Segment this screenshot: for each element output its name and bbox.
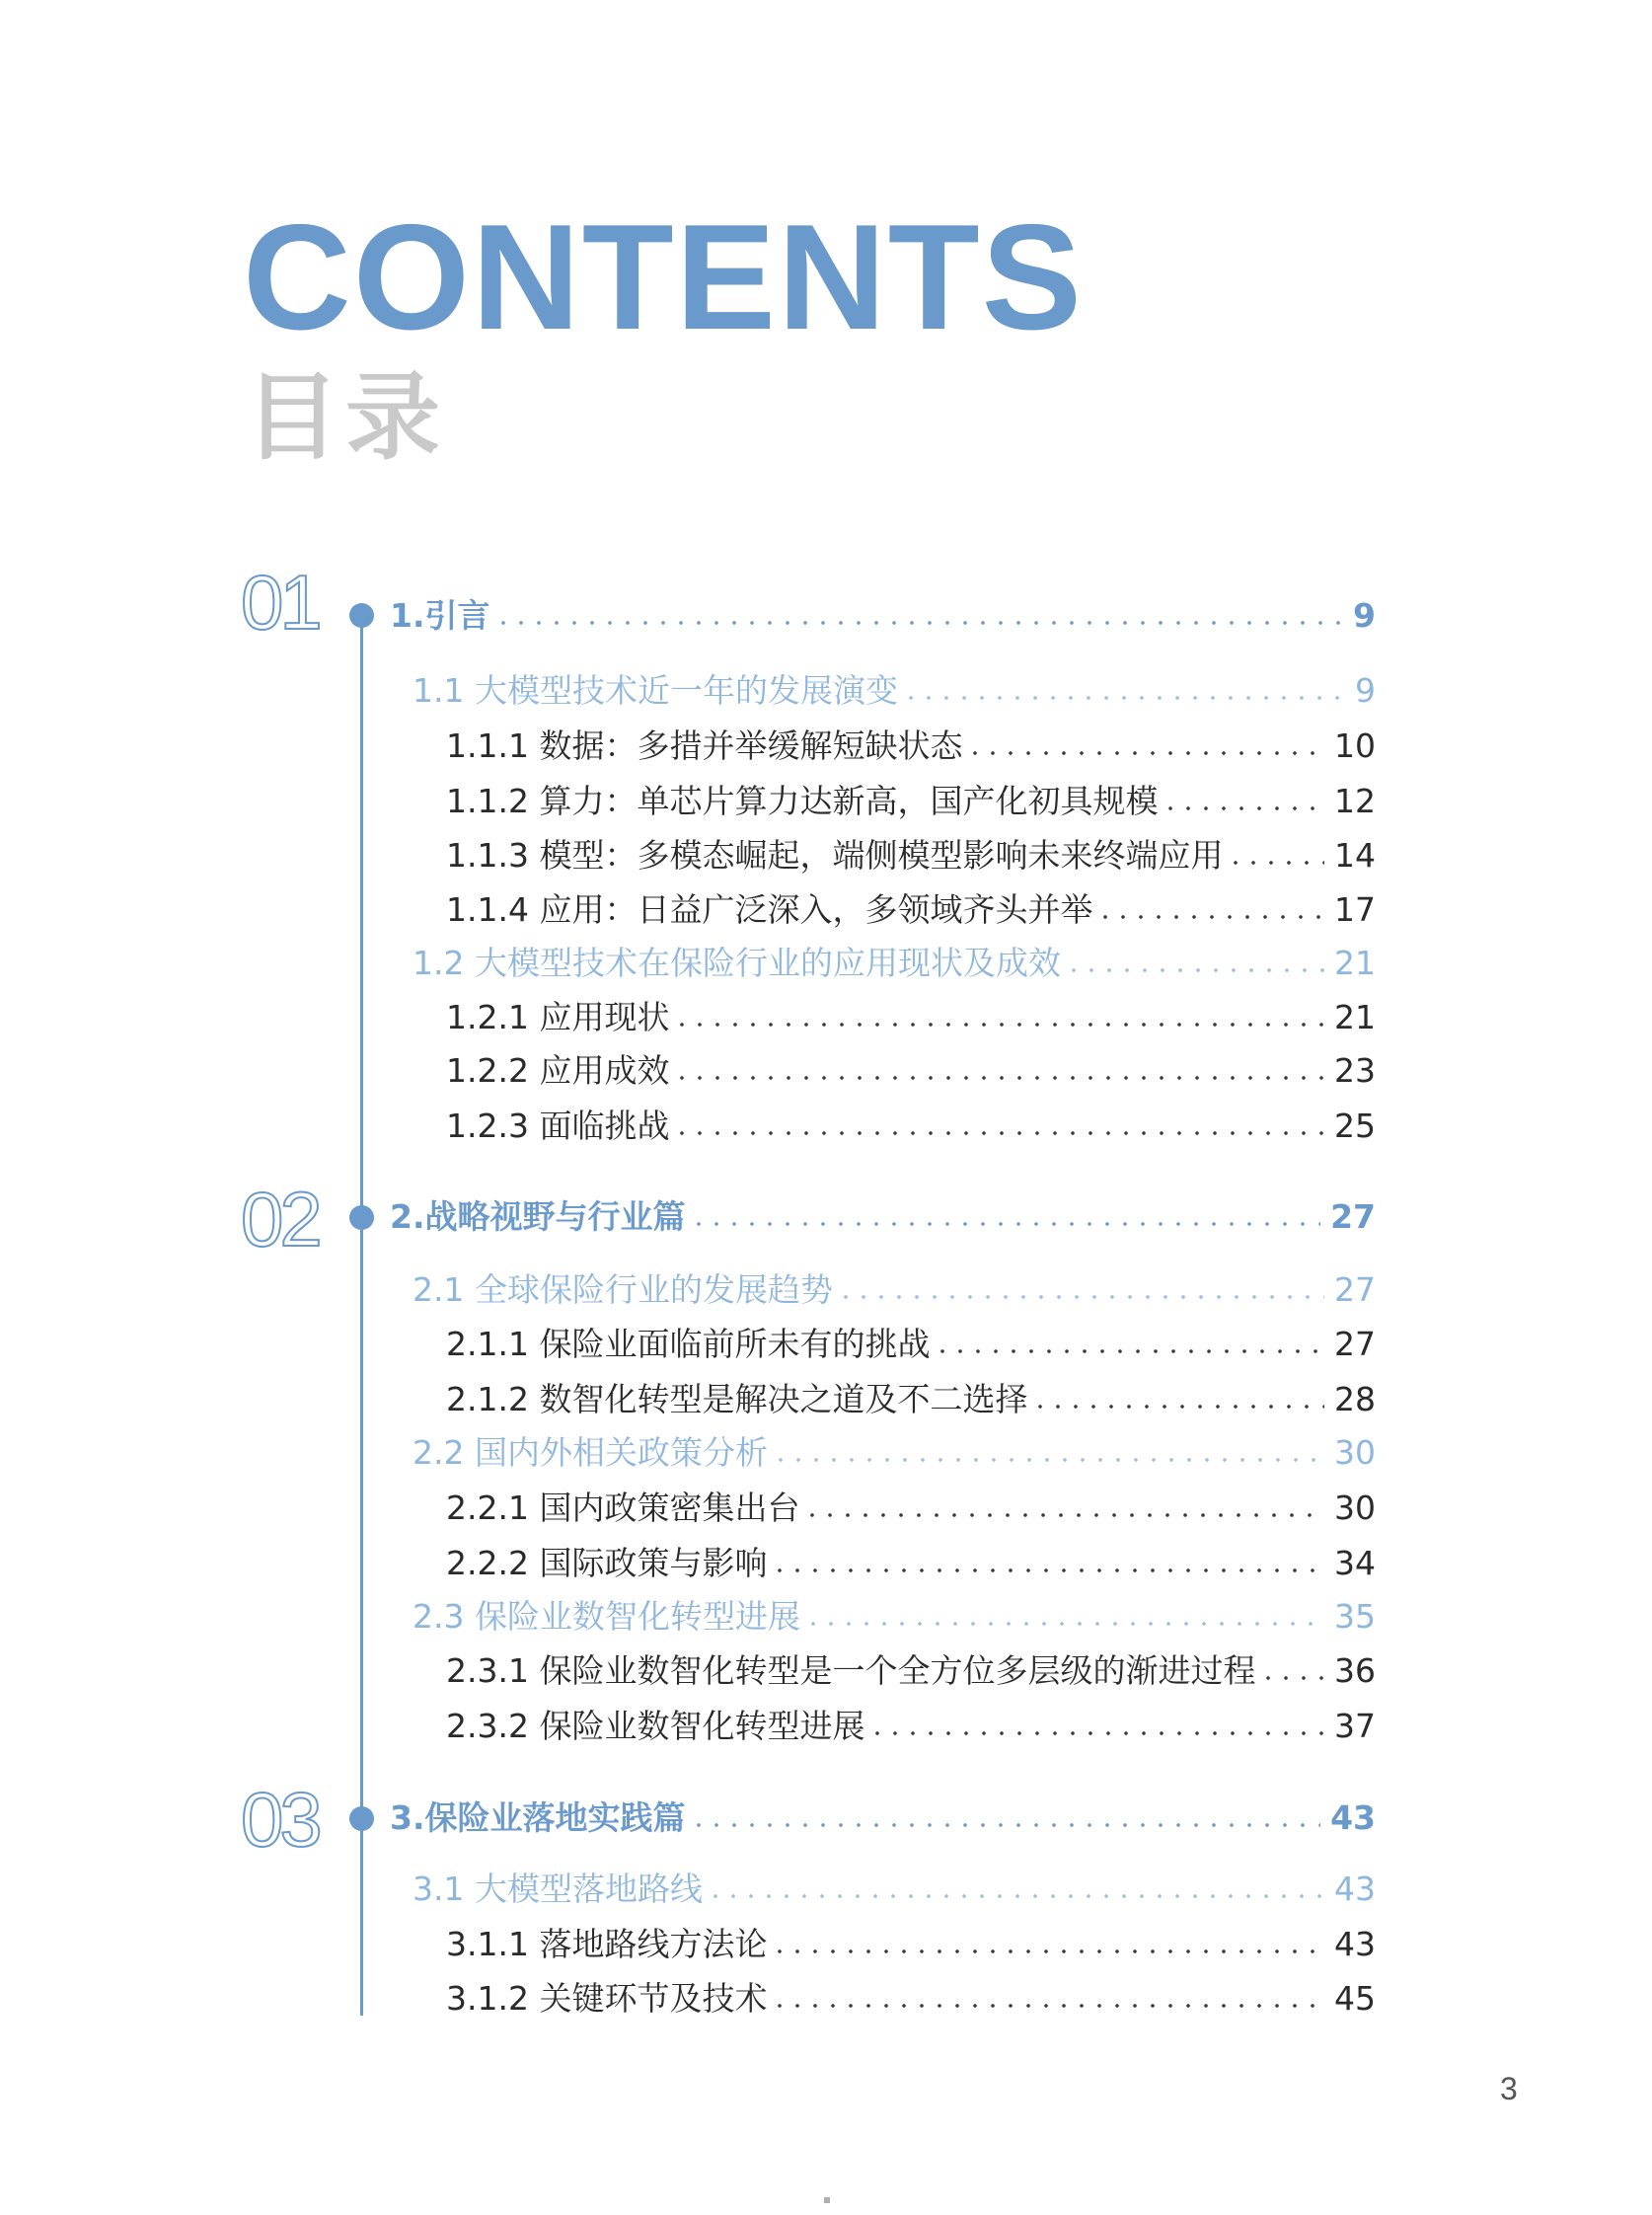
dot-leader: [1096, 915, 1324, 919]
toc-page-number: 43: [1330, 1798, 1376, 1837]
toc-entry-title: 1.1.1 数据：多措并举缓解短缺状态: [446, 726, 963, 765]
toc-entry[interactable]: [446, 1380, 1376, 1419]
dot-leader: [1031, 1405, 1324, 1409]
toc-entry[interactable]: [446, 1489, 1376, 1528]
toc-entry[interactable]: [446, 1651, 1376, 1691]
toc-section-title: 2.战略视野与行业篇: [390, 1197, 686, 1236]
page-number: 3: [1500, 2071, 1518, 2106]
toc-entry-title: 1.1.2 算力：单芯片算力达新高，国产化初具规模: [446, 782, 1159, 820]
dot-leader: [803, 1513, 1324, 1517]
toc-page-number: 34: [1334, 1544, 1376, 1582]
toc-entry[interactable]: [446, 890, 1376, 930]
toc-entry[interactable]: [446, 1979, 1376, 2019]
dot-leader: [837, 1295, 1324, 1299]
toc-entry-title: 3.1.1 落地路线方法论: [446, 1925, 768, 1963]
toc-page-number: 21: [1334, 944, 1376, 982]
toc-entry[interactable]: [446, 726, 1376, 766]
toc-entry[interactable]: [446, 1051, 1376, 1091]
toc-entry[interactable]: [446, 782, 1376, 821]
toc-entry[interactable]: [413, 671, 1376, 711]
toc-entry[interactable]: [446, 1707, 1376, 1746]
dot-leader: [771, 1568, 1324, 1572]
toc-entry-title: 1.2 大模型技术在保险行业的应用现状及成效: [413, 944, 1061, 982]
toc-entry-title: 3.1.2 关键环节及技术: [446, 1979, 768, 2018]
toc-entry-title: 2.2.1 国内政策密集出台: [446, 1489, 800, 1527]
dot-leader: [707, 1894, 1324, 1898]
dot-leader: [868, 1731, 1324, 1735]
section-number-01: 01: [241, 559, 319, 646]
toc-page-number: 17: [1334, 890, 1376, 929]
dot-leader: [1259, 1676, 1324, 1680]
dot-leader: [934, 1349, 1324, 1353]
toc-entry[interactable]: [446, 1107, 1376, 1146]
toc-entry-title: 3.1 大模型落地路线: [413, 1870, 703, 1908]
dot-leader: [690, 1823, 1321, 1827]
dot-leader: [1162, 806, 1324, 810]
toc-page-number: 9: [1355, 671, 1376, 710]
toc-entry[interactable]: [413, 1433, 1376, 1473]
toc-section-2[interactable]: [390, 1197, 1376, 1237]
toc-entry-title: 1.1.3 模型：多模态崛起，端侧模型影响未来终端应用: [446, 836, 1224, 875]
section-number-02: 02: [241, 1176, 319, 1262]
toc-section-title: 3.保险业落地实践篇: [390, 1798, 686, 1837]
toc-entry[interactable]: [446, 998, 1376, 1037]
toc-entry-title: 1.1.4 应用：日益广泛深入，多领域齐头并举: [446, 890, 1093, 929]
dot-leader: [772, 1458, 1324, 1462]
contents-title: CONTENTS: [243, 193, 1084, 361]
dot-leader: [1227, 861, 1324, 865]
toc-page-number: 43: [1334, 1925, 1376, 1963]
toc-page-number: 25: [1334, 1107, 1376, 1145]
toc-page-number: 27: [1330, 1197, 1376, 1236]
section-number-03: 03: [241, 1776, 319, 1863]
toc-page-number: 43: [1334, 1870, 1376, 1908]
toc-entry-title: 1.2.1 应用现状: [446, 998, 670, 1036]
dot-leader: [1065, 968, 1324, 972]
dot-leader: [673, 1131, 1324, 1135]
toc-page-number: 27: [1334, 1325, 1376, 1363]
dot-leader: [673, 1023, 1324, 1027]
toc-section-title: 1.引言: [390, 596, 490, 635]
toc-entry[interactable]: [446, 836, 1376, 876]
toc-entry[interactable]: [446, 1325, 1376, 1364]
toc-page-number: 35: [1334, 1597, 1376, 1636]
toc-entry-title: 2.2.2 国际政策与影响: [446, 1544, 768, 1582]
dot-leader: [494, 621, 1344, 625]
toc-section-3[interactable]: [390, 1798, 1376, 1838]
toc-entry[interactable]: [413, 1597, 1376, 1637]
dot-leader: [902, 696, 1345, 700]
toc-page-number: 30: [1334, 1433, 1376, 1472]
toc-entry-title: 1.2.3 面临挑战: [446, 1107, 670, 1145]
toc-entry[interactable]: [413, 1270, 1376, 1310]
dot-leader: [804, 1622, 1324, 1626]
toc-entry-title: 2.3 保险业数智化转型进展: [413, 1597, 800, 1636]
toc-entry-title: 2.3.1 保险业数智化转型是一个全方位多层级的渐进过程: [446, 1651, 1256, 1690]
toc-entry-title: 2.1.1 保险业面临前所未有的挑战: [446, 1325, 931, 1363]
timeline-dot: [349, 1205, 374, 1230]
toc-entry-title: 2.3.2 保险业数智化转型进展: [446, 1707, 865, 1745]
toc-entry-title: 2.1.2 数智化转型是解决之道及不二选择: [446, 1380, 1028, 1418]
toc-page-number: 28: [1334, 1380, 1376, 1418]
dot-leader: [771, 2004, 1324, 2008]
contents-title-chinese: 目录: [245, 362, 446, 473]
toc-page-number: 36: [1334, 1651, 1376, 1690]
bottom-mark: [824, 2197, 830, 2203]
toc-entry-title: 2.2 国内外相关政策分析: [413, 1433, 768, 1472]
toc-entry-title: 1.1 大模型技术近一年的发展演变: [413, 671, 898, 710]
toc-page-number: 30: [1334, 1489, 1376, 1527]
toc-page-number: 45: [1334, 1979, 1376, 2018]
toc-page-number: 23: [1334, 1051, 1376, 1090]
toc-entry-title: 1.2.2 应用成效: [446, 1051, 670, 1090]
timeline-dot: [349, 603, 374, 628]
toc-page-number: 37: [1334, 1707, 1376, 1745]
dot-leader: [966, 751, 1324, 755]
dot-leader: [690, 1222, 1321, 1226]
timeline-dot: [349, 1806, 374, 1831]
toc-page-number: 12: [1334, 782, 1376, 820]
dot-leader: [771, 1949, 1324, 1953]
dot-leader: [673, 1076, 1324, 1080]
toc-entry[interactable]: [413, 1870, 1376, 1909]
toc-entry[interactable]: [413, 944, 1376, 983]
toc-page-number: 9: [1353, 596, 1376, 635]
toc-entry-title: 2.1 全球保险行业的发展趋势: [413, 1270, 833, 1309]
toc-page-number: 10: [1334, 726, 1376, 765]
toc-page-number: 21: [1334, 998, 1376, 1036]
toc-section-1[interactable]: [390, 596, 1376, 636]
toc-entry[interactable]: [446, 1544, 1376, 1583]
toc-entry[interactable]: [446, 1925, 1376, 1964]
toc-page-number: 14: [1334, 836, 1376, 875]
toc-page-number: 27: [1334, 1270, 1376, 1309]
